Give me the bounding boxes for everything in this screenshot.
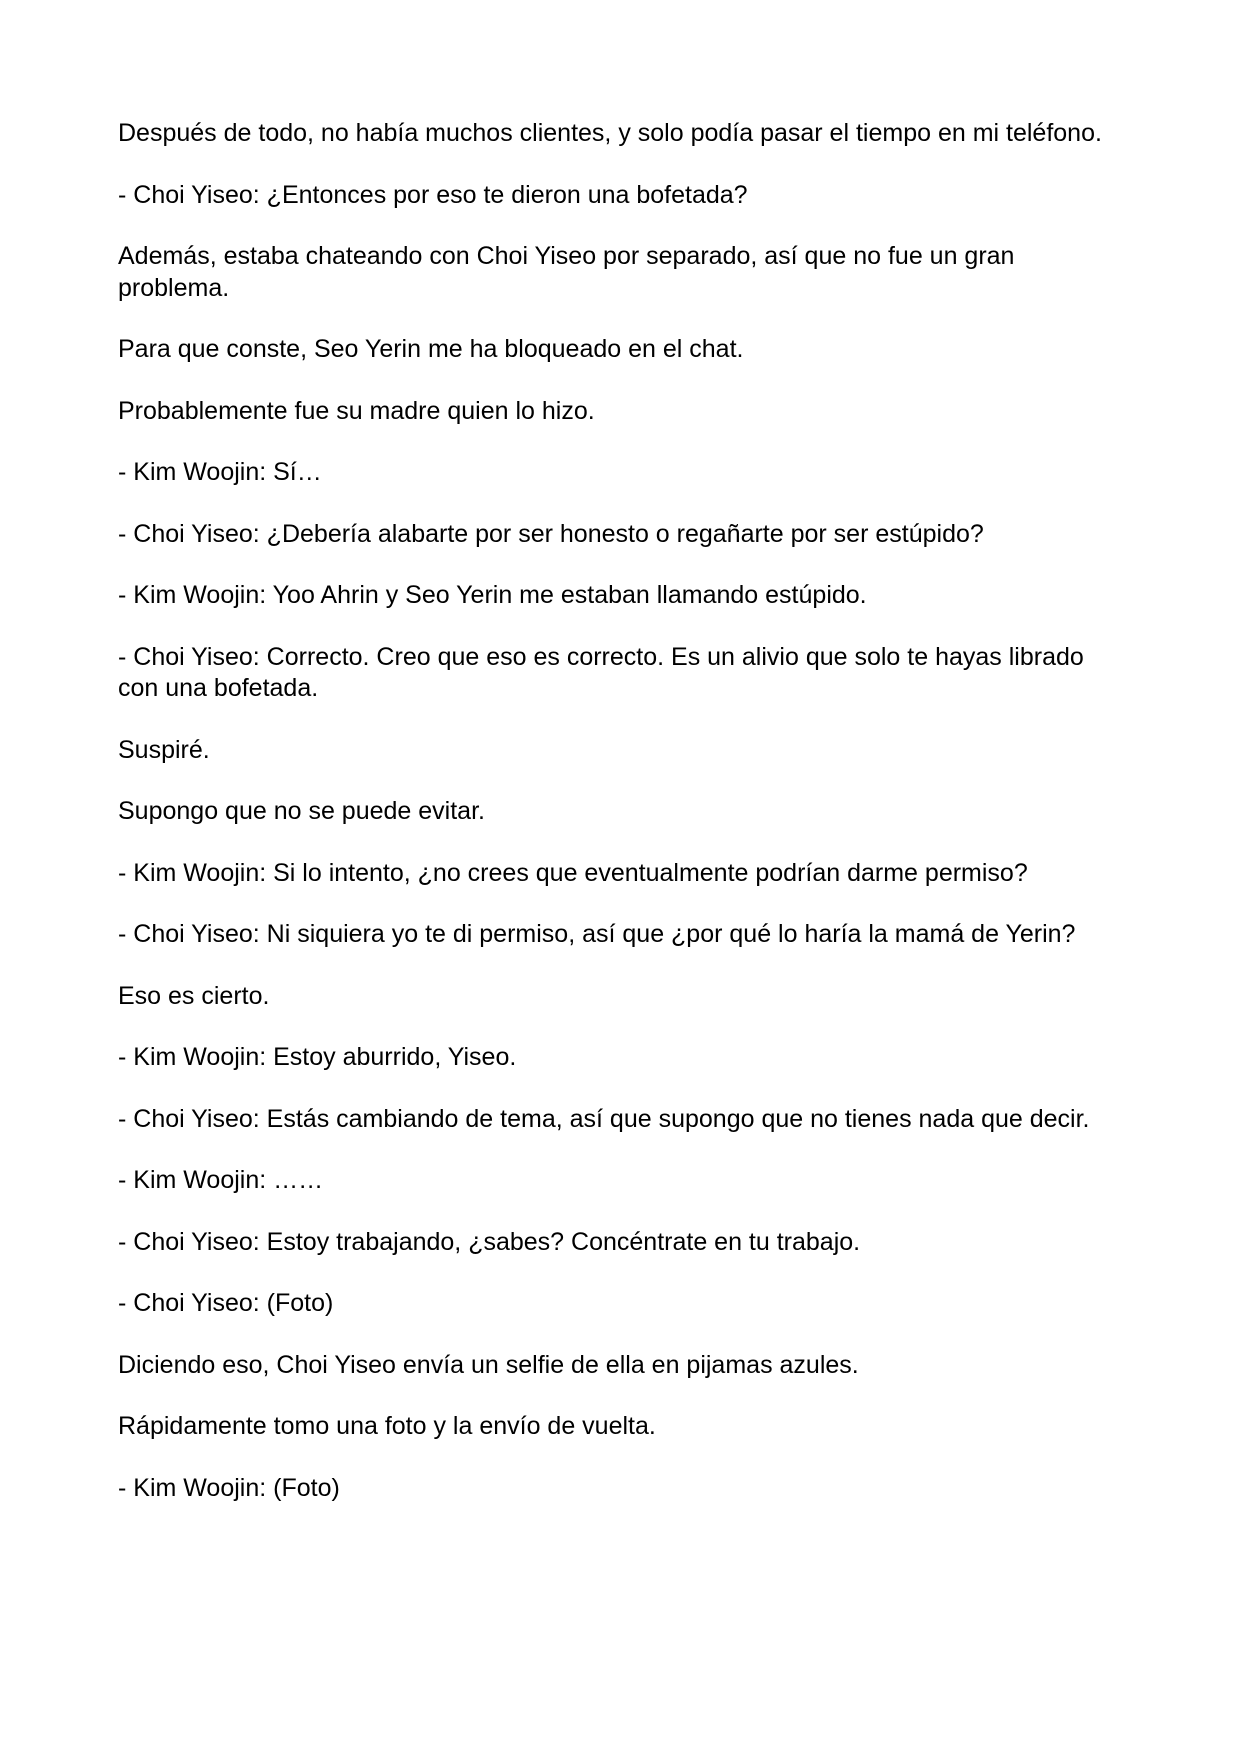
dialogue-line: - Kim Woojin: (Foto)	[118, 1473, 340, 1502]
document-body	[118, 118, 1118, 1534]
dialogue-line: - Choi Yiseo: Ni siquiera yo te di permiso, así que ¿por qué lo haría la mamá de Yerin?	[118, 920, 1076, 948]
dialogue-line: - Kim Woojin: Yoo Ahrin y Seo Yerin me estaban llamando estúpido.	[118, 581, 867, 609]
paragraph: Suspiré.	[118, 735, 210, 764]
paragraph: Además, estaba chateando con Choi Yiseo por separado, así que no fue un gran problema.	[118, 242, 1015, 302]
dialogue-line: - Kim Woojin: Si lo intento, ¿no crees que eventualmente podrían darme permiso?	[118, 858, 1028, 887]
dialogue-line: - Kim Woojin: Estoy aburrido, Yiseo.	[118, 1043, 517, 1071]
paragraph: Eso es cierto.	[118, 981, 270, 1010]
dialogue-line: - Choi Yiseo: (Foto)	[118, 1289, 334, 1317]
paragraph: Para que conste, Seo Yerin me ha bloqueado en el chat.	[118, 335, 744, 363]
dialogue-line: - Choi Yiseo: Correcto. Creo que eso es correcto. Es un alivio que solo te hayas librado con una bofetada.	[118, 642, 1084, 702]
dialogue-line: - Choi Yiseo: ¿Debería alabarte por ser honesto o regañarte por ser estúpido?	[118, 519, 984, 548]
paragraph: Probablemente fue su madre quien lo hizo.	[118, 396, 595, 425]
paragraph: Supongo que no se puede evitar.	[118, 797, 485, 825]
dialogue-line: - Kim Woojin: ……	[118, 1166, 324, 1194]
dialogue-line: - Choi Yiseo: ¿Entonces por eso te dieron una bofetada?	[118, 180, 748, 209]
dialogue-line: - Choi Yiseo: Estás cambiando de tema, así que supongo que no tienes nada que decir.	[118, 1104, 1090, 1133]
dialogue-line: - Kim Woojin: Sí…	[118, 458, 322, 486]
paragraph: Diciendo eso, Choi Yiseo envía un selfie de ella en pijamas azules.	[118, 1350, 859, 1379]
dialogue-line: - Choi Yiseo: Estoy trabajando, ¿sabes? Concéntrate en tu trabajo.	[118, 1227, 861, 1256]
paragraph: Rápidamente tomo una foto y la envío de vuelta.	[118, 1412, 656, 1440]
paragraph: Después de todo, no había muchos clientes, y solo podía pasar el tiempo en mi teléfono.	[118, 119, 1102, 147]
